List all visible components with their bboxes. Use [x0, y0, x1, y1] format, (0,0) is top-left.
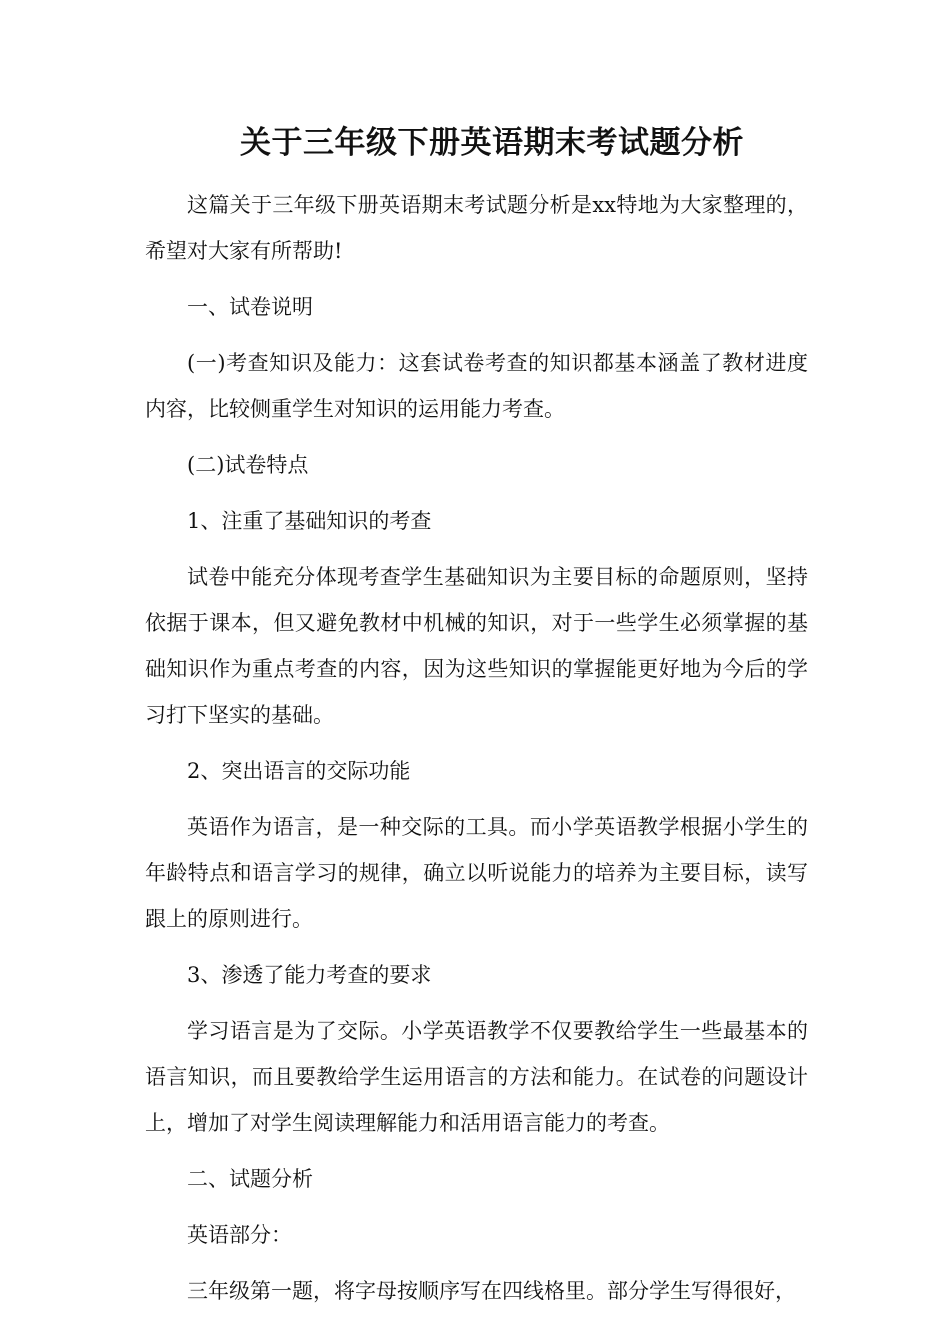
heading-feature-3: 3、渗透了能力考查的要求 — [187, 963, 432, 987]
paragraph-feature-3: 学习语言是为了交际。小学英语教学不仅要教给学生一些最基本的语言知识，而且要教给学生运用语言的方法和能力。在试卷的问题设计上，增加了对学生阅读理解能力和活用语言能力的考查。 — [145, 1019, 808, 1135]
heading-exam-features: (二)试卷特点 — [187, 453, 309, 477]
paragraph-knowledge-ability: (一)考查知识及能力：这套试卷考查的知识都基本涵盖了教材进度内容，比较侧重学生对知识的运用能力考查。 — [145, 351, 808, 421]
heading-exam-description: 一、试卷说明 — [187, 295, 313, 319]
document-body — [145, 182, 808, 1324]
paragraph-feature-2: 英语作为语言，是一种交际的工具。而小学英语教学根据小学生的年龄特点和语言学习的规律，确立以听说能力的培养为主要目标，读写跟上的原则进行。 — [145, 815, 808, 931]
heading-question-analysis: 二、试题分析 — [187, 1167, 313, 1191]
heading-english-section: 英语部分： — [187, 1223, 292, 1247]
paragraph-feature-1: 试卷中能充分体现考查学生基础知识为主要目标的命题原则，坚持依据于课本，但又避免教材中机械的知识，对于一些学生必须掌握的基础知识作为重点考查的内容，因为这些知识的掌握能更好地为今后的学习打下坚实的基础。 — [145, 565, 808, 727]
heading-feature-1: 1、注重了基础知识的考查 — [187, 509, 432, 533]
document-title: 关于三年级下册英语期末考试题分析 — [240, 125, 744, 161]
paragraph-grade3-q1: 三年级第一题，将字母按顺序写在四线格里。部分学生写得很好， — [187, 1279, 796, 1303]
heading-feature-2: 2、突出语言的交际功能 — [187, 759, 411, 783]
paragraph-intro: 这篇关于三年级下册英语期末考试题分析是xx特地为大家整理的，希望对大家有所帮助! — [145, 193, 808, 263]
